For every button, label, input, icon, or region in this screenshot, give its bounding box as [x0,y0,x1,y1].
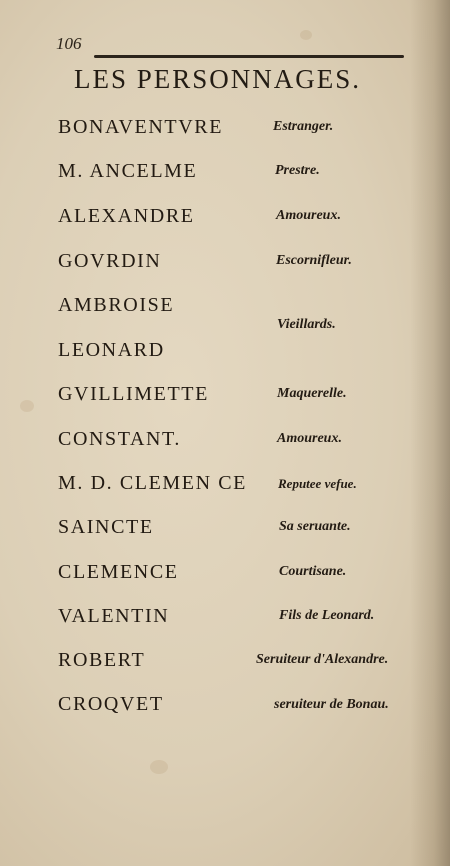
character-role: seruiteur de Bonau. [274,697,389,712]
character-role: Reputee vefue. [278,476,357,491]
character-name: ALEXANDRE [58,205,195,227]
character-name: LEONARD [58,339,165,361]
character-role: Amoureux. [276,208,341,223]
character-name: BONAVENTVRE [58,116,224,138]
character-role: Courtisane. [279,564,347,579]
character-role: Seruiteur d'Alexandre. [256,652,389,667]
character-role: Prestre. [275,163,320,178]
paper-stain [20,400,34,412]
character-name: M. D. CLEMEN CE [58,472,247,494]
character-name: AMBROISE [58,294,175,316]
character-name: SAINCTE [58,516,154,538]
page-gutter-shadow [410,0,450,866]
character-name: ROBERT [58,649,146,671]
shared-role-bracket: Vieillards. [277,317,336,332]
character-role: Estranger. [273,119,334,134]
character-name: CLEMENCE [58,561,179,583]
character-name: GVILLIMETTE [58,383,209,405]
character-name: VALENTIN [58,605,170,627]
character-role: Amoureux. [277,431,342,446]
character-role: Escornifleur. [276,253,352,268]
character-name: CONSTANT. [58,428,181,450]
character-role: Maquerelle. [277,386,347,401]
paper-stain [300,30,312,40]
character-role: Fils de Leonard. [279,608,375,623]
paper-stain [150,760,168,774]
character-role: Sa seruante. [279,519,351,534]
header-rule [94,55,404,58]
character-name: M. ANCELME [58,160,198,182]
page-number: 106 [56,34,82,53]
character-name: GOVRDIN [58,250,162,272]
character-name: CROQVET [58,693,164,715]
page-title: LES PERSONNAGES. [74,64,362,94]
